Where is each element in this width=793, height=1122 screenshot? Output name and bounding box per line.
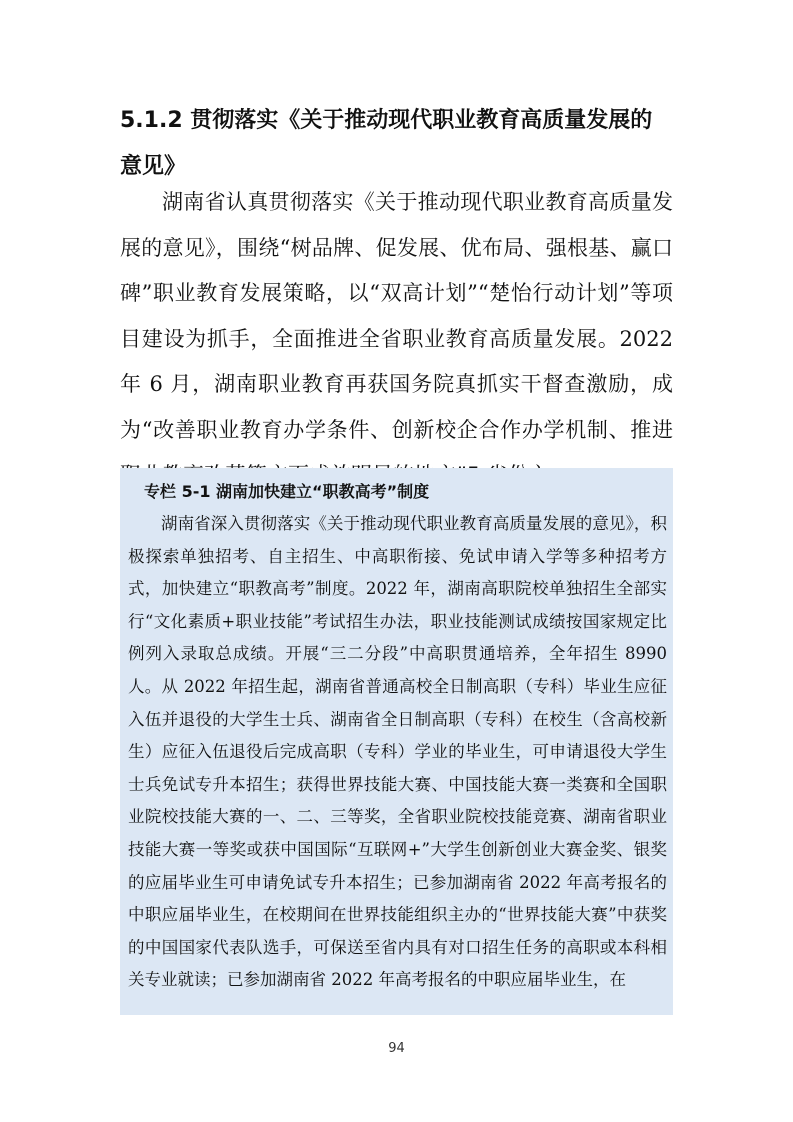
sidebar-box bbox=[120, 468, 673, 1015]
section-heading-line2: 意见》 bbox=[120, 154, 187, 179]
sidebar-box-body: 湖南省深入贯彻落实《关于推动现代职业教育高质量发展的意见》，积极探索单独招考、自主招生、中高职衔接、免试申请入学等多种招考方式，加快建立“职教高考”制度。2022 年，湖南高职院校单独招生全部实行“文化素质+职业技能”考试招生办法，职业技能测试成绩按国家规定比例列入录取总成绩。开展“三二分段”中高职贯通培养，全年招生 8990 人。从 2022 年招生起，湖南省普通高校全日制高职（专科）毕业生应征入伍并退役的大学生士兵、湖南省全日制高职（专科）在校生（含高校新生）应征入伍退役后完成高职（专科）学业的毕业生，可申请退役大学生士兵免试专升本招生；获得世界技能大赛、中国技能大赛一类赛和全国职业院校技能大赛的一、二、三等奖，全省职业院校技能竞赛、湖南省职业技能大赛一等奖或获中国国际“互联网+”大学生创新创业大赛金奖、银奖的应届毕业生可申请免试专升本招生；已参加湖南省 2022 年高考报名的中职应届毕业生，在校期间在世界技能组织主办的“世界技能大赛”中获奖的中国国家代表队选手，可保送至省内具有对口招生任务的高职或本科相关专业就读；已参加湖南省 2022 年高考报名的中职应届毕业生，在 bbox=[128, 514, 667, 990]
section-heading-line1: 5.1.2 贯彻落实《关于推动现代职业教育高质量发展的 bbox=[120, 108, 653, 133]
sidebar-box-title: 专栏 5-1 湖南加快建立“职教高考”制度 bbox=[144, 482, 430, 501]
intro-paragraph: 湖南省认真贯彻落实《关于推动现代职业教育高质量发展的意见》，围绕“树品牌、促发展、优布局、强根基、赢口碑”职业教育发展策略，以“双高计划”“楚怡行动计划”等项目建设为抓手，全面推进全省职业教育高质量发展。2022 年 6 月，湖南职业教育再获国务院真抓实干督查激励，成为“改善职业教育办学条件、创新校企合作办学机制、推进 bbox=[120, 190, 673, 442]
section-heading bbox=[120, 98, 680, 190]
page-number: 94 bbox=[388, 1041, 405, 1056]
